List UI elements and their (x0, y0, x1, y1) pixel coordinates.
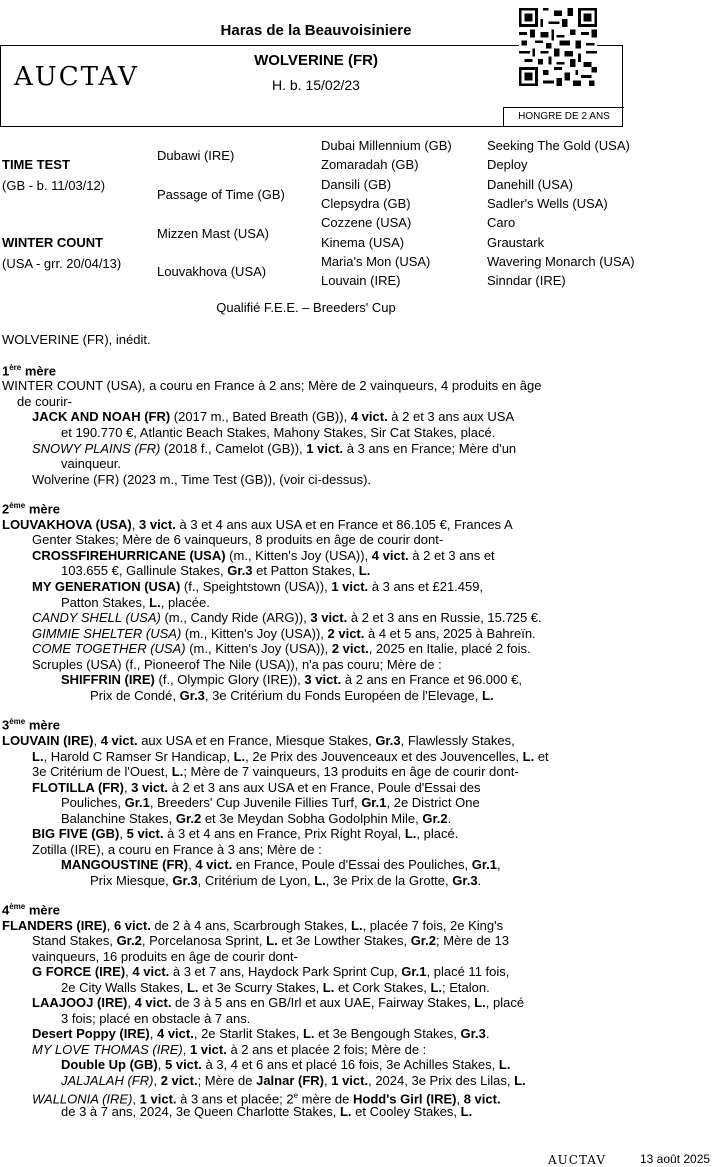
dam-entry: Genter Stakes; Mère de 6 vainqueurs, 8 produits en âge de courir dont- (32, 532, 444, 547)
dam-entry: LOUVAIN (IRE), 4 vict. aux USA et en France, Miesque Stakes, Gr.3, Flawlessly Stakes, (2, 733, 515, 748)
pedigree-gen3: Zomaradah (GB) (321, 157, 419, 172)
pedigree-gen4: Seeking The Gold (USA) (487, 138, 630, 153)
produce-entry: Balanchine Stakes, Gr.2 et 3e Meydan Sobha Godolphin Mile, Gr.2. (61, 811, 452, 826)
produce-entry: Double Up (GB), 5 vict. à 3, 4 et 6 ans et placé 16 fois, 3e Achilles Stakes, L. (61, 1057, 511, 1072)
pedigree-gen2: Louvakhova (USA) (157, 264, 267, 279)
produce-entry: GIMMIE SHELTER (USA) (m., Kitten's Joy (USA)), 2 vict. à 4 et 5 ans, 2025 à Bahreïn. (32, 626, 536, 641)
category-badge: HONGRE DE 2 ANS (503, 107, 624, 126)
section-heading: 1ère mère (2, 363, 56, 379)
pedigree-gen3: Dansili (GB) (321, 177, 392, 192)
produce-entry: SHIFFRIN (IRE) (f., Olympic Glory (IRE)), 3 vict. à 2 ans en France et 96.000 €, (61, 672, 522, 687)
pedigree-gen2: Mizzen Mast (USA) (157, 226, 269, 241)
dam-entry: FLANDERS (IRE), 6 vict. de 2 à 4 ans, Scarbrough Stakes, L., placée 7 fois, 2e King's (2, 918, 504, 933)
intro-line: WOLVERINE (FR), inédit. (2, 332, 151, 347)
section-heading: 2ème mère (2, 501, 60, 517)
dam-entry: LOUVAKHOVA (USA), 3 vict. à 3 et 4 ans aux USA et en France et 86.105 €, Frances A (2, 517, 513, 532)
footer-date: 13 août 2025 (640, 1152, 711, 1166)
produce-entry: BIG FIVE (GB), 5 vict. à 3 et 4 ans en France, Prix Right Royal, L., placé. (32, 826, 459, 841)
dam-info: (USA - grr. 20/04/13) (2, 256, 122, 271)
pedigree-gen4: Caro (487, 215, 516, 230)
pedigree-gen4: Deploy (487, 157, 528, 172)
section-heading: 4ème mère (2, 902, 60, 918)
pedigree-gen4: Danehill (USA) (487, 177, 573, 192)
produce-entry: Desert Poppy (IRE), 4 vict., 2e Starlit Stakes, L. et 3e Bengough Stakes, Gr.3. (32, 1026, 490, 1041)
sire-info: (GB - b. 11/03/12) (2, 178, 106, 193)
produce-entry: G FORCE (IRE), 4 vict. à 3 et 7 ans, Haydock Park Sprint Cup, Gr.1, placé 11 fois, (32, 964, 510, 979)
dam-name: WINTER COUNT (2, 235, 104, 250)
auctav-logo: AUCTAV (14, 62, 139, 92)
produce-entry: MY LOVE THOMAS (IRE), 1 vict. à 2 ans et placée 2 fois; Mère de : (32, 1042, 427, 1057)
pedigree-gen3: Cozzene (USA) (321, 215, 412, 230)
dam-entry: 3e Critérium de l'Ouest, L.; Mère de 7 vainqueurs, 13 produits en âge de courir dont- (32, 764, 519, 779)
produce-entry: 3 fois; placé en obstacle à 7 ans. (61, 1011, 251, 1026)
produce-entry: WALLONIA (IRE), 1 vict. à 3 ans et placée; 2e mère de Hodd's Girl (IRE), 8 vict. (32, 1091, 501, 1107)
produce-entry: Pouliches, Gr.1, Breeders' Cup Juvenile Fillies Turf, Gr.1, 2e District One (61, 795, 480, 810)
produce-entry: vainqueur. (61, 456, 121, 471)
pedigree-gen2: Passage of Time (GB) (157, 187, 285, 202)
produce-entry: 103.655 €, Gallinule Stakes, Gr.3 et Patton Stakes, L. (61, 563, 371, 578)
pedigree-gen3: Dubai Millennium (GB) (321, 138, 452, 153)
horse-details: H. b. 15/02/23 (272, 77, 360, 93)
produce-entry: Scruples (USA) (f., Pioneerof The Nile (USA)), n'a pas couru; Mère de : (32, 657, 442, 672)
pedigree-gen4: Wavering Monarch (USA) (487, 254, 635, 269)
pedigree-gen4: Graustark (487, 235, 545, 250)
pedigree-gen3: Maria's Mon (USA) (321, 254, 431, 269)
header-bottom-rule (0, 126, 623, 127)
produce-entry: SNOWY PLAINS (FR) (2018 f., Camelot (GB)), 1 vict. à 3 ans en France; Mère d'un (32, 441, 517, 456)
produce-entry: Prix de Condé, Gr.3, 3e Critérium du Fonds Européen de l'Elevage, L. (90, 688, 494, 703)
produce-entry: Wolverine (FR) (2023 m., Time Test (GB)), (voir ci-dessus). (32, 472, 372, 487)
dam-entry: vainqueurs, 16 produits en âge de courir dont- (32, 949, 298, 964)
produce-entry: JALJALAH (FR), 2 vict.; Mère de Jalnar (FR), 1 vict., 2024, 3e Prix des Lilas, L. (61, 1073, 526, 1088)
dam-entry: WINTER COUNT (USA), a couru en France à 2 ans; Mère de 2 vainqueurs, 4 produits en âge (2, 378, 542, 393)
produce-entry: MANGOUSTINE (FR), 4 vict. en France, Poule d'Essai des Pouliches, Gr.1, (61, 857, 501, 872)
produce-entry: 2e City Walls Stakes, L. et 3e Scurry Stakes, L. et Cork Stakes, L.; Etalon. (61, 980, 490, 995)
produce-entry: COME TOGETHER (USA) (m., Kitten's Joy (USA)), 2 vict., 2025 en Italie, placé 2 fois. (32, 641, 531, 656)
dam-entry: Stand Stakes, Gr.2, Porcelanosa Sprint, L. et 3e Lowther Stakes, Gr.2; Mère de 13 (32, 933, 509, 948)
produce-entry: LAAJOOJ (IRE), 4 vict. de 3 à 5 ans en GB/Irl et aux UAE, Fairway Stakes, L., placé (32, 995, 525, 1010)
produce-entry: Zotilla (IRE), a couru en France à 3 ans; Mère de : (32, 842, 322, 857)
haras-title: Haras de la Beauvoisiniere (220, 22, 412, 39)
dam-entry: de courir- (17, 394, 72, 409)
pedigree-gen3: Clepsydra (GB) (321, 196, 411, 211)
produce-entry: CROSSFIREHURRICANE (USA) (m., Kitten's Joy (USA)), 4 vict. à 2 et 3 ans et (32, 548, 495, 563)
produce-entry: FLOTILLA (FR), 3 vict. à 2 et 3 ans aux USA et en France, Poule d'Essai des (32, 780, 481, 795)
pedigree-gen3: Louvain (IRE) (321, 273, 401, 288)
section-heading: 3ème mère (2, 717, 60, 733)
produce-entry: Prix Miesque, Gr.3, Critérium de Lyon, L., 3e Prix de la Grotte, Gr.3. (90, 873, 482, 888)
produce-entry: CANDY SHELL (USA) (m., Candy Ride (ARG)), 3 vict. à 2 et 3 ans en Russie, 15.725 €. (32, 610, 542, 625)
pedigree-gen2: Dubawi (IRE) (157, 148, 235, 163)
dam-entry: L., Harold C Ramser Sr Handicap, L., 2e Prix des Jouvenceaux et des Jouvencelles, L. et (32, 749, 549, 764)
qr-code-icon (519, 8, 597, 86)
sire-name: TIME TEST (2, 157, 70, 172)
produce-entry: Patton Stakes, L., placée. (61, 595, 210, 610)
produce-entry: et 190.770 €, Atlantic Beach Stakes, Mahony Stakes, Sir Cat Stakes, placé. (61, 425, 496, 440)
footer-logo: AUCTAV (548, 1153, 607, 1167)
pedigree-gen4: Sinndar (IRE) (487, 273, 566, 288)
produce-entry: JACK AND NOAH (FR) (2017 m., Bated Breath (GB)), 4 vict. à 2 et 3 ans aux USA (32, 409, 515, 424)
produce-entry: de 3 à 7 ans, 2024, 3e Queen Charlotte Stakes, L. et Cooley Stakes, L. (61, 1104, 473, 1119)
horse-name: WOLVERINE (FR) (254, 52, 378, 69)
pedigree-gen4: Sadler's Wells (USA) (487, 196, 608, 211)
pedigree-gen3: Kinema (USA) (321, 235, 405, 250)
produce-entry: MY GENERATION (USA) (f., Speightstown (USA)), 1 vict. à 3 ans et £21.459, (32, 579, 484, 594)
qualification-note: Qualifié F.E.E. – Breeders' Cup (216, 300, 396, 315)
